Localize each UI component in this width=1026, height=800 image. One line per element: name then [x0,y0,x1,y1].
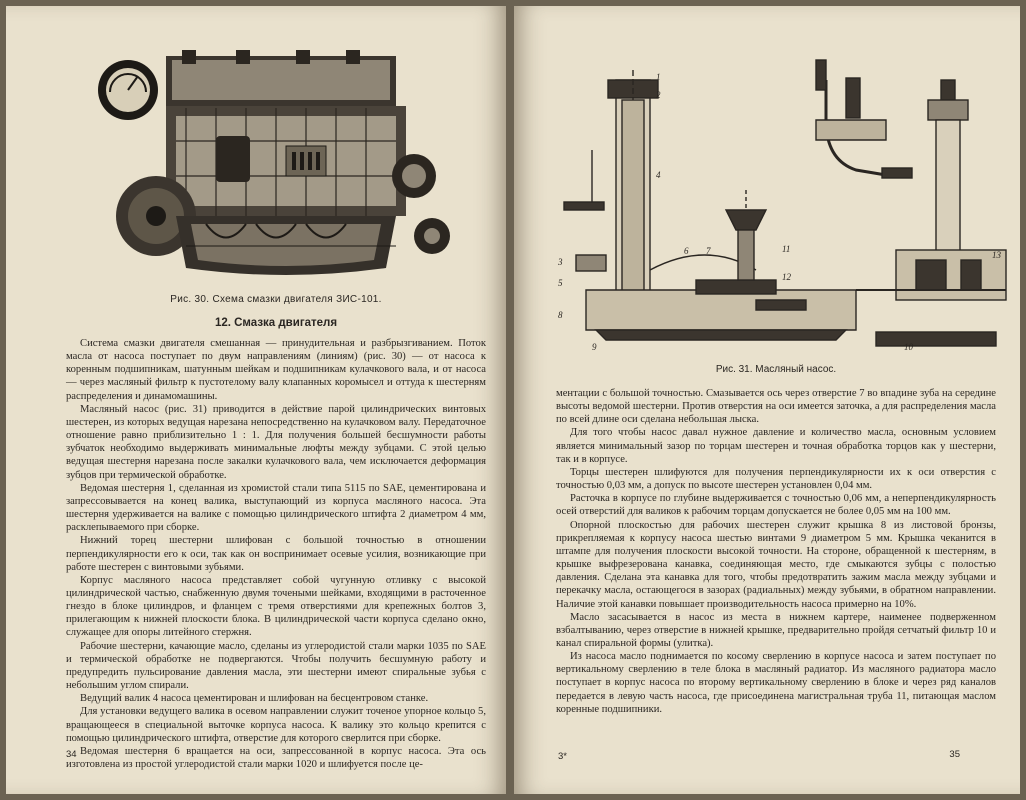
signature-mark: 3* [558,751,567,762]
callout-3: 3 [558,257,563,267]
left-body-text [66,337,486,771]
paragraph: Из насоса масло поднимается по косому сверлению в корпусе насоса и затем поступает по вертикальному сверлению в теле блока в масляный радиатор. Из масляного радиатора масло поступает в корпус насоса по второму вертикальному сверлению в блоке и через ряд каналов передается в левую часть насоса, где присоединена магистральная труба 11, питающая маслом коренные подшипники. [556,651,996,715]
paragraph: Для установки ведущего валика в осевом направлении служит точеное упорное кольцо 5, вращающееся в специальной выточке корпуса насоса. К валику это кольцо крепится с помощью цилиндрического штифта, отверстие для которого сверлится при сборке. [66,706,486,744]
callout-13: 13 [992,250,1001,260]
page-number-left: 34 [66,749,77,760]
paragraph: Расточка в корпусе по глубине выдерживается с точностью 0,06 мм, а неперпендикулярность осей отверстий для валиков к рабочим торцам допускается не более 0,05 мм на 100 мм. [556,493,996,518]
callout-10: 10 [904,342,913,350]
callout-11: 11 [782,244,791,254]
callout-5: 5 [558,278,563,288]
engine-lubrication-figure [96,46,456,284]
callout-6: 6 [684,246,689,256]
left-page [6,6,506,794]
page-number-right: 35 [949,749,960,760]
paragraph: Рабочие шестерни, качающие масло, сделаны из углеродистой стали марки 1035 по SAE и термической обработке не подвергаются. Чтобы получить бесшумную работу и предупредить пульсирование давления масла, эти шестерни имеют спиральные зубья с небольшим углом спирали. [66,640,486,692]
callout-1: 1 [656,72,661,82]
paragraph: ментации с большой точностью. Смазывается ось через отверстие 7 во впадине зуба на середине высоты ведомой шестерни. Против отверстия на оси имеется заточка, а для распределения масла по всей длине оси сделана небольшая лыска. [556,388,996,426]
oil-pump-figure [556,40,1016,350]
callout-7: 7 [706,246,711,256]
figure-30-caption: Рис. 30. Схема смазки двигателя ЗИС-101. [170,294,382,305]
callout-2: 2 [656,90,661,100]
paragraph: Система смазки двигателя смешанная — принудительная и разбрызгиванием. Поток масла от насоса поступает по двум направлениям (линиям) (рис. 30) — от насоса к коренным подшипникам, шатунным шейкам и подшипникам кулачкового вала, и от насоса — через масляный фильтр к пустотелому валу клапанных коромысел и оттуда к шестерням распределения и динамомашины. [66,338,486,402]
pump-section-drawing [564,60,1006,346]
paragraph: Ведомая шестерня 6 вращается на оси, запрессованной в корпус насоса. Эта ось изготовлена из простой углеродистой стали марки 1020 и шлифуется после це- [66,745,486,770]
paragraph: Нижний торец шестерни шлифован с большой точностью в отношении перпендикулярности его к оси, так как он воспринимает осевые усилия, возникающие при работе шестерен с винтовыми зубьями. [66,535,486,573]
paragraph: Для того чтобы насос давал нужное давление и количество масла, основным условием является минимальный зазор по торцам шестерен и точная обработка торцов как у шестерни, так и в корпусе. [556,427,996,465]
section-title: 12. Смазка двигателя [214,317,338,329]
figure-31-caption: Рис. 31. Масляный насос. [715,364,837,375]
callout-8: 8 [558,310,563,320]
callout-12: 12 [782,272,791,282]
paragraph: Масляный насос (рис. 31) приводится в действие парой цилиндрических винтовых шестерен, из которых ведущая нарезана непосредственно на кулачковом валу. Передаточное отношение равно приблизительно 1 : 1. Для получения большей бесшумности работы зубчаток необходимо выдерживать минимальные люфты между зубцами. С этой целью ведущая шестерня нарезана после закалки кулачкового вала, чем исключается деформация зубцов при термической обработке. [66,403,486,481]
callout-4: 4 [656,170,661,180]
paragraph: Ведущий валик 4 насоса цементирован и шлифован на бесцентровом станке. [80,693,429,705]
right-page [514,6,1020,794]
right-body-text [556,387,996,716]
callout-9: 9 [592,342,597,350]
engine-block-drawing [116,50,450,275]
paragraph: Опорной плоскостью для рабочих шестерен служит крышка 8 из листовой бронзы, прикрепляемая к корпусу насоса шестью винтами 9 диаметром 5 мм. Крышка чеканится в штампе для получения плоскости высокой точности. На стороне, обращенной к шестерням, в крышке выфрезерована канавка, соединяющая место, где смыкаются зубцы с полостью давления. Сделана эта канавка для того, чтобы предотвратить зажим масла между зубцами и перекачку масла, остающегося в зазорах (радиальных) между зубьями, в обратном направлении. Наличие этой канавки повышает производительность насоса примерно на 10%. [556,519,996,610]
paragraph: Корпус масляного насоса представляет собой чугунную отливку с высокой цилиндрической частью, снабженную двумя точеными шейками, входящими в расточенное гнездо в блоке цилиндров, и фланцем с тремя отверстиями для крепежных болтов 3, прилегающим к нижней плоскости блока. В цилиндрической части корпуса сделано окно, служащее для опоры литейного стержня. [66,574,486,639]
oil-gauge-drawing [98,60,158,120]
paragraph: Масло засасывается в насос из места в нижнем картере, наименее подверженном взбалтыванию, через отверстие в нижней крышке, предварительно пройдя сетчатый фильтр 10 и канал спиральной формы (улитка). [556,611,996,649]
paragraph: Торцы шестерен шлифуются для получения перпендикулярности их к оси отверстия с точностью 0,03 мм, а допуск по высоте шестерен установлен 0,04 мм. [556,466,996,492]
paragraph: Ведомая шестерня 1, сделанная из хромистой стали типа 5115 по SAE, цементирована и запрессовывается на конец валика, выступающий из корпуса масляного насоса. Эта шестерня удерживается на валике с помощью цилиндрического штифта 2 диаметром 4 мм, расклепываемого при сборке. [66,482,486,534]
